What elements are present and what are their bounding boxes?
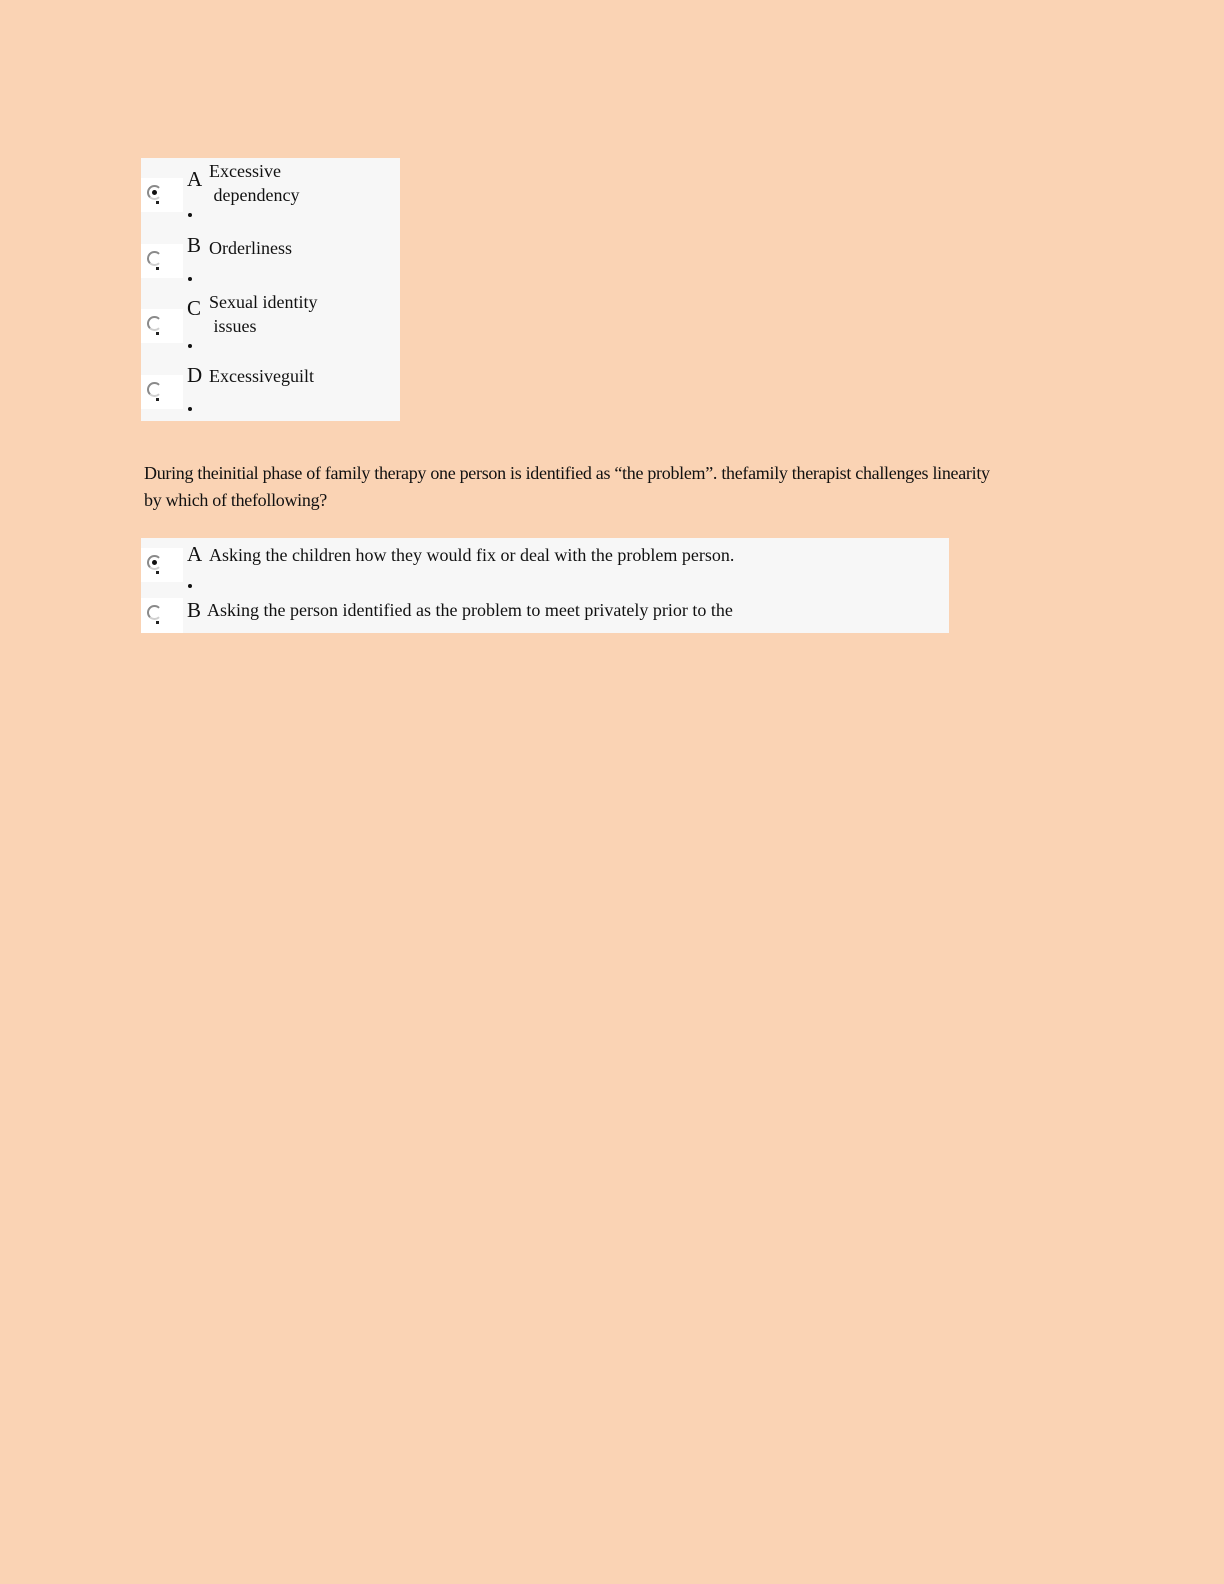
radio-q1-a[interactable]	[141, 178, 183, 212]
option-text: Asking the children how they would fix or deal with the problem person.	[209, 545, 735, 565]
question-text: During theinitial phase of family therapy one person is identified as “the problem”. thefamily therapist challenges linearity by which of thefollowing?	[144, 463, 990, 510]
option-letter: A	[187, 167, 203, 191]
option-text: Excessiveguilt	[209, 366, 314, 386]
bullet	[188, 277, 192, 281]
radio-button-icon[interactable]	[147, 382, 162, 397]
answer-box-q2	[141, 538, 949, 633]
option-letter: B	[187, 233, 202, 257]
radio-button-selected-icon[interactable]	[147, 555, 162, 570]
radio-button-icon[interactable]	[147, 316, 162, 331]
radio-q1-b[interactable]	[141, 244, 183, 278]
option-q1-a[interactable]	[141, 158, 400, 224]
option-text: Asking the person identified as the problem to meet privately prior to the	[207, 600, 733, 620]
option-text: Excessive dependency	[209, 161, 300, 205]
option-letter: A	[187, 542, 203, 566]
option-q1-d[interactable]	[141, 356, 400, 421]
radio-button-icon[interactable]	[147, 605, 162, 620]
bullet	[188, 584, 192, 588]
radio-q1-c[interactable]	[141, 309, 183, 343]
option-text: Orderliness	[209, 238, 292, 258]
answer-box-q1	[141, 158, 400, 421]
radio-q1-d[interactable]	[141, 375, 183, 409]
radio-button-selected-icon[interactable]	[147, 185, 162, 200]
radio-q2-a[interactable]	[141, 548, 183, 582]
option-q1-b[interactable]	[141, 224, 400, 290]
option-letter: B	[187, 598, 202, 622]
bullet	[188, 407, 192, 411]
option-letter: C	[187, 296, 202, 320]
option-letter: D	[187, 363, 203, 387]
option-q1-c[interactable]	[141, 290, 400, 356]
option-q2-b[interactable]	[141, 594, 949, 633]
option-q2-a[interactable]	[141, 538, 949, 594]
option-text: Sexual identity issues	[209, 292, 318, 336]
radio-button-icon[interactable]	[147, 251, 162, 266]
bullet	[188, 344, 192, 348]
bullet	[188, 213, 192, 217]
radio-q2-b[interactable]	[141, 598, 183, 633]
